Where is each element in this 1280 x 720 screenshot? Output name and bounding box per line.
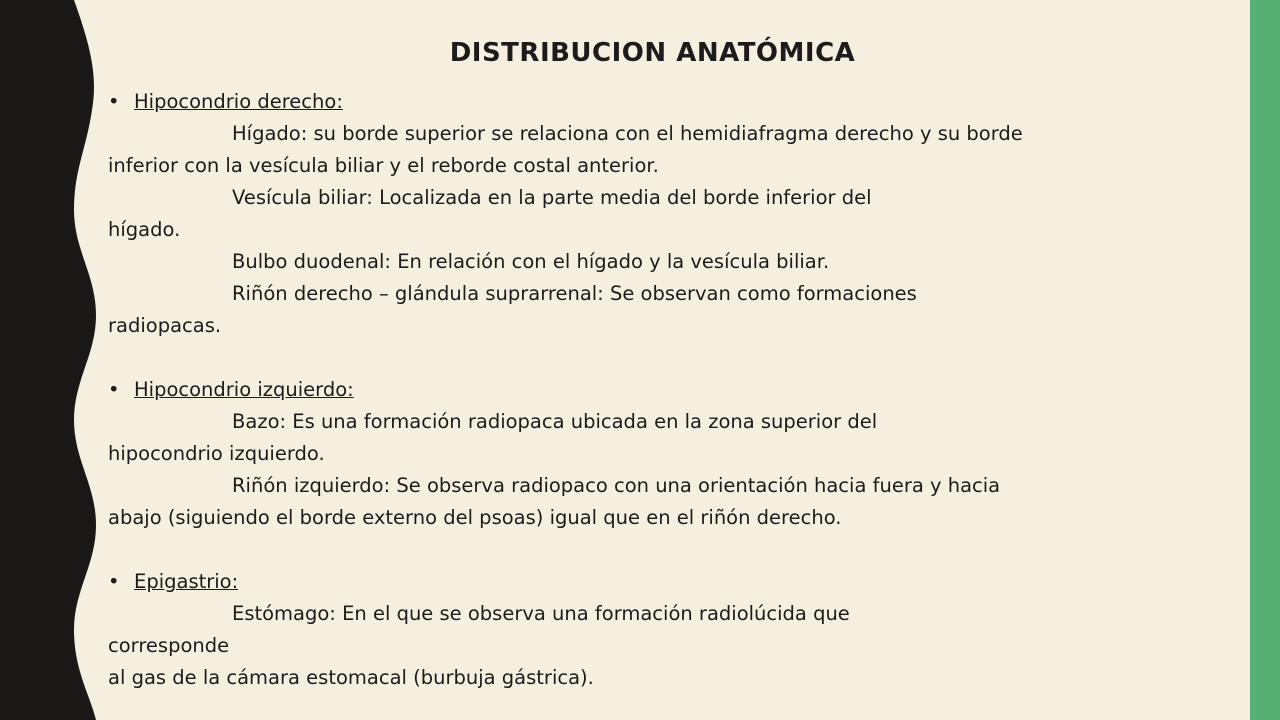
text-line: Bulbo duodenal: En relación con el hígado y la vesícula biliar. [232, 250, 830, 273]
bullet-icon: • [108, 570, 120, 593]
text-line: inferior con la vesícula biliar y el reborde costal anterior. [108, 154, 659, 177]
section-heading-line [108, 374, 1243, 406]
text-line: Vesícula biliar: Localizada en la parte media del borde inferior del [232, 186, 872, 209]
text-line: Hígado: su borde superior se relaciona con el hemidiafragma derecho y su borde [232, 122, 1023, 145]
slide-title: DISTRIBUCION ANATÓMICA [449, 38, 856, 68]
text-line: radiopacas. [108, 314, 222, 337]
left-wavy-band-shape [0, 0, 96, 720]
text-line: abajo (siguiendo el borde externo del psoas) igual que en el riñón derecho. [108, 506, 842, 529]
section-heading-epigastrio: Epigastrio: [134, 570, 239, 593]
text-line: al gas de la cámara estomacal (burbuja gástrica). [108, 666, 594, 689]
slide-content [108, 86, 1243, 694]
text-line: Riñón izquierdo: Se observa radiopaco con una orientación hacia fuera y hacia [232, 474, 1001, 497]
bullet-icon: • [108, 378, 120, 401]
text-line: Estómago: En el que se observa una formación radiolúcida que [232, 602, 850, 625]
section-heading-line [108, 86, 1243, 118]
text-line: hipocondrio izquierdo. [108, 442, 325, 465]
section-heading-hipocondrio-derecho: Hipocondrio derecho: [134, 90, 343, 113]
spacer [108, 534, 1243, 566]
section-heading-hipocondrio-izquierdo: Hipocondrio izquierdo: [134, 378, 354, 401]
section-heading-line [108, 566, 1243, 598]
text-line: hígado. [108, 218, 181, 241]
bullet-icon: • [108, 90, 120, 113]
right-accent-stripe [1250, 0, 1280, 720]
text-line: Riñón derecho – glándula suprarrenal: Se observan como formaciones [232, 282, 917, 305]
text-line: corresponde [108, 634, 230, 657]
text-line: Bazo: Es una formación radiopaca ubicada en la zona superior del [232, 410, 878, 433]
spacer [108, 342, 1243, 374]
left-wavy-band [0, 0, 110, 720]
